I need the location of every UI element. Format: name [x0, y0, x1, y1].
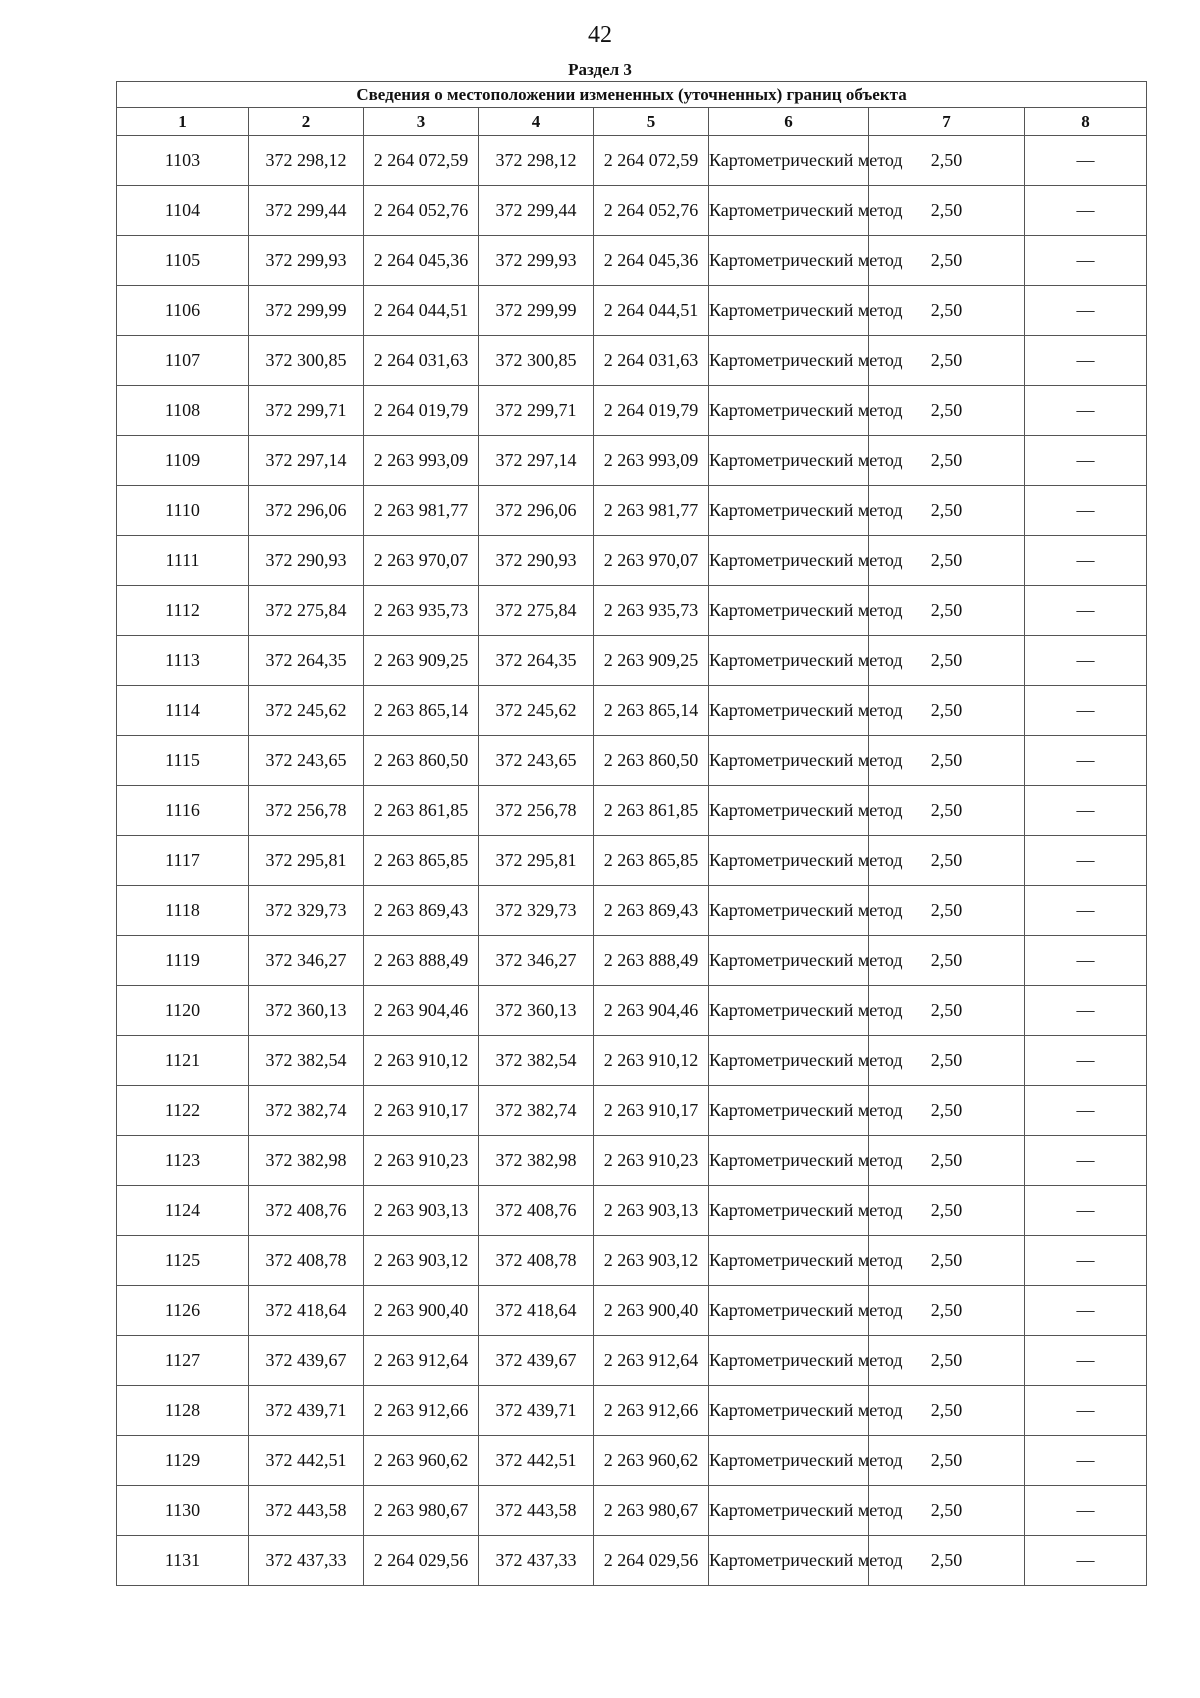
note-cell: —: [1025, 886, 1147, 936]
refined-y-cell: 2 263 903,13: [594, 1186, 709, 1236]
method-cell: Картометрический метод: [709, 336, 869, 386]
existing-y-cell: 2 263 993,09: [364, 436, 479, 486]
existing-y-cell: 2 263 935,73: [364, 586, 479, 636]
existing-x-cell: 372 290,93: [249, 536, 364, 586]
note-cell: —: [1025, 1536, 1147, 1586]
table-row: [117, 786, 1147, 836]
refined-x-cell: 372 295,81: [479, 836, 594, 886]
point-number-cell: 1105: [117, 236, 249, 286]
accuracy-cell: 2,50: [869, 1436, 1025, 1486]
point-number-cell: 1104: [117, 186, 249, 236]
existing-x-cell: 372 418,64: [249, 1286, 364, 1336]
refined-y-cell: 2 263 900,40: [594, 1286, 709, 1336]
note-cell: —: [1025, 536, 1147, 586]
refined-y-cell: 2 264 031,63: [594, 336, 709, 386]
note-cell: —: [1025, 1286, 1147, 1336]
method-cell: Картометрический метод: [709, 1386, 869, 1436]
refined-y-cell: 2 263 993,09: [594, 436, 709, 486]
table-caption: Сведения о местоположении измененных (уточненных) границ объекта: [117, 82, 1147, 108]
refined-x-cell: 372 346,27: [479, 936, 594, 986]
refined-x-cell: 372 408,76: [479, 1186, 594, 1236]
note-cell: —: [1025, 1336, 1147, 1386]
note-cell: —: [1025, 136, 1147, 186]
point-number-cell: 1120: [117, 986, 249, 1036]
column-number: 6: [709, 108, 869, 136]
note-cell: —: [1025, 736, 1147, 786]
existing-y-cell: 2 263 903,13: [364, 1186, 479, 1236]
method-cell: Картометрический метод: [709, 936, 869, 986]
existing-y-cell: 2 264 031,63: [364, 336, 479, 386]
table-caption-row: [117, 82, 1147, 108]
method-cell: Картометрический метод: [709, 636, 869, 686]
point-number-cell: 1109: [117, 436, 249, 486]
coordinates-table: [116, 81, 1147, 1586]
refined-y-cell: 2 263 861,85: [594, 786, 709, 836]
method-cell: Картометрический метод: [709, 186, 869, 236]
existing-y-cell: 2 263 910,12: [364, 1036, 479, 1086]
existing-x-cell: 372 442,51: [249, 1436, 364, 1486]
refined-x-cell: 372 418,64: [479, 1286, 594, 1336]
existing-y-cell: 2 263 912,64: [364, 1336, 479, 1386]
refined-x-cell: 372 360,13: [479, 986, 594, 1036]
existing-y-cell: 2 263 912,66: [364, 1386, 479, 1436]
existing-y-cell: 2 263 903,12: [364, 1236, 479, 1286]
point-number-cell: 1108: [117, 386, 249, 436]
existing-x-cell: 372 299,93: [249, 236, 364, 286]
refined-x-cell: 372 439,67: [479, 1336, 594, 1386]
accuracy-cell: 2,50: [869, 836, 1025, 886]
existing-y-cell: 2 263 865,85: [364, 836, 479, 886]
existing-x-cell: 372 295,81: [249, 836, 364, 886]
refined-y-cell: 2 263 935,73: [594, 586, 709, 636]
refined-x-cell: 372 297,14: [479, 436, 594, 486]
accuracy-cell: 2,50: [869, 436, 1025, 486]
refined-y-cell: 2 264 072,59: [594, 136, 709, 186]
column-number: 4: [479, 108, 594, 136]
refined-y-cell: 2 263 910,17: [594, 1086, 709, 1136]
table-row: [117, 1036, 1147, 1086]
note-cell: —: [1025, 486, 1147, 536]
refined-y-cell: 2 263 865,14: [594, 686, 709, 736]
existing-y-cell: 2 263 980,67: [364, 1486, 479, 1536]
refined-x-cell: 372 256,78: [479, 786, 594, 836]
refined-x-cell: 372 299,99: [479, 286, 594, 336]
note-cell: —: [1025, 636, 1147, 686]
note-cell: —: [1025, 1186, 1147, 1236]
point-number-cell: 1111: [117, 536, 249, 586]
note-cell: —: [1025, 286, 1147, 336]
table-row: [117, 686, 1147, 736]
existing-x-cell: 372 408,76: [249, 1186, 364, 1236]
accuracy-cell: 2,50: [869, 636, 1025, 686]
refined-x-cell: 372 442,51: [479, 1436, 594, 1486]
note-cell: —: [1025, 936, 1147, 986]
method-cell: Картометрический метод: [709, 1336, 869, 1386]
table-row: [117, 386, 1147, 436]
accuracy-cell: 2,50: [869, 1486, 1025, 1536]
column-number: 2: [249, 108, 364, 136]
refined-y-cell: 2 263 904,46: [594, 986, 709, 1036]
refined-y-cell: 2 263 865,85: [594, 836, 709, 886]
existing-x-cell: 372 360,13: [249, 986, 364, 1036]
accuracy-cell: 2,50: [869, 1386, 1025, 1436]
existing-x-cell: 372 443,58: [249, 1486, 364, 1536]
existing-y-cell: 2 263 869,43: [364, 886, 479, 936]
accuracy-cell: 2,50: [869, 186, 1025, 236]
refined-x-cell: 372 264,35: [479, 636, 594, 686]
refined-y-cell: 2 263 888,49: [594, 936, 709, 986]
refined-x-cell: 372 299,44: [479, 186, 594, 236]
existing-x-cell: 372 264,35: [249, 636, 364, 686]
method-cell: Картометрический метод: [709, 1536, 869, 1586]
accuracy-cell: 2,50: [869, 1036, 1025, 1086]
table-row: [117, 136, 1147, 186]
existing-x-cell: 372 275,84: [249, 586, 364, 636]
method-cell: Картометрический метод: [709, 386, 869, 436]
refined-y-cell: 2 263 910,23: [594, 1136, 709, 1186]
method-cell: Картометрический метод: [709, 1136, 869, 1186]
existing-x-cell: 372 243,65: [249, 736, 364, 786]
note-cell: —: [1025, 586, 1147, 636]
column-number: 8: [1025, 108, 1147, 136]
note-cell: —: [1025, 1136, 1147, 1186]
table-row: [117, 886, 1147, 936]
refined-y-cell: 2 263 980,67: [594, 1486, 709, 1536]
refined-x-cell: 372 300,85: [479, 336, 594, 386]
method-cell: Картометрический метод: [709, 536, 869, 586]
existing-y-cell: 2 264 029,56: [364, 1536, 479, 1586]
accuracy-cell: 2,50: [869, 536, 1025, 586]
existing-x-cell: 372 245,62: [249, 686, 364, 736]
method-cell: Картометрический метод: [709, 136, 869, 186]
note-cell: —: [1025, 986, 1147, 1036]
note-cell: —: [1025, 186, 1147, 236]
refined-x-cell: 372 408,78: [479, 1236, 594, 1286]
refined-x-cell: 372 243,65: [479, 736, 594, 786]
table-row: [117, 636, 1147, 686]
existing-y-cell: 2 263 970,07: [364, 536, 479, 586]
existing-y-cell: 2 263 861,85: [364, 786, 479, 836]
existing-x-cell: 372 382,54: [249, 1036, 364, 1086]
method-cell: Картометрический метод: [709, 886, 869, 936]
table-row: [117, 486, 1147, 536]
note-cell: —: [1025, 386, 1147, 436]
refined-x-cell: 372 329,73: [479, 886, 594, 936]
refined-x-cell: 372 296,06: [479, 486, 594, 536]
table-row: [117, 1386, 1147, 1436]
note-cell: —: [1025, 1086, 1147, 1136]
table-row: [117, 436, 1147, 486]
accuracy-cell: 2,50: [869, 1136, 1025, 1186]
existing-y-cell: 2 264 052,76: [364, 186, 479, 236]
refined-x-cell: 372 299,93: [479, 236, 594, 286]
point-number-cell: 1103: [117, 136, 249, 186]
point-number-cell: 1113: [117, 636, 249, 686]
accuracy-cell: 2,50: [869, 886, 1025, 936]
accuracy-cell: 2,50: [869, 736, 1025, 786]
refined-x-cell: 372 298,12: [479, 136, 594, 186]
refined-x-cell: 372 290,93: [479, 536, 594, 586]
table-row: [117, 536, 1147, 586]
accuracy-cell: 2,50: [869, 1086, 1025, 1136]
refined-y-cell: 2 264 045,36: [594, 236, 709, 286]
accuracy-cell: 2,50: [869, 286, 1025, 336]
accuracy-cell: 2,50: [869, 686, 1025, 736]
refined-y-cell: 2 264 044,51: [594, 286, 709, 336]
existing-x-cell: 372 439,71: [249, 1386, 364, 1436]
note-cell: —: [1025, 1436, 1147, 1486]
column-number-row: [117, 108, 1147, 136]
column-number: 1: [117, 108, 249, 136]
refined-y-cell: 2 263 981,77: [594, 486, 709, 536]
table-row: [117, 236, 1147, 286]
existing-x-cell: 372 256,78: [249, 786, 364, 836]
existing-y-cell: 2 263 904,46: [364, 986, 479, 1036]
existing-x-cell: 372 297,14: [249, 436, 364, 486]
accuracy-cell: 2,50: [869, 136, 1025, 186]
table-row: [117, 1086, 1147, 1136]
accuracy-cell: 2,50: [869, 1186, 1025, 1236]
table-row: [117, 1436, 1147, 1486]
point-number-cell: 1125: [117, 1236, 249, 1286]
table-row: [117, 1236, 1147, 1286]
point-number-cell: 1131: [117, 1536, 249, 1586]
existing-y-cell: 2 263 900,40: [364, 1286, 479, 1336]
existing-x-cell: 372 437,33: [249, 1536, 364, 1586]
table-row: [117, 1286, 1147, 1336]
table-row: [117, 736, 1147, 786]
refined-x-cell: 372 439,71: [479, 1386, 594, 1436]
section-title: Раздел 3: [568, 60, 632, 79]
existing-y-cell: 2 263 910,17: [364, 1086, 479, 1136]
point-number-cell: 1112: [117, 586, 249, 636]
accuracy-cell: 2,50: [869, 1286, 1025, 1336]
existing-x-cell: 372 296,06: [249, 486, 364, 536]
accuracy-cell: 2,50: [869, 1536, 1025, 1586]
table-row: [117, 986, 1147, 1036]
accuracy-cell: 2,50: [869, 386, 1025, 436]
existing-x-cell: 372 298,12: [249, 136, 364, 186]
note-cell: —: [1025, 836, 1147, 886]
table-row: [117, 1136, 1147, 1186]
method-cell: Картометрический метод: [709, 786, 869, 836]
accuracy-cell: 2,50: [869, 486, 1025, 536]
note-cell: —: [1025, 1036, 1147, 1086]
point-number-cell: 1115: [117, 736, 249, 786]
method-cell: Картометрический метод: [709, 686, 869, 736]
table-body: [117, 136, 1147, 1586]
existing-y-cell: 2 263 910,23: [364, 1136, 479, 1186]
refined-x-cell: 372 443,58: [479, 1486, 594, 1536]
refined-y-cell: 2 263 910,12: [594, 1036, 709, 1086]
existing-x-cell: 372 299,71: [249, 386, 364, 436]
page-number: 42: [588, 22, 612, 48]
refined-y-cell: 2 264 052,76: [594, 186, 709, 236]
existing-y-cell: 2 264 045,36: [364, 236, 479, 286]
note-cell: —: [1025, 1236, 1147, 1286]
accuracy-cell: 2,50: [869, 986, 1025, 1036]
table-row: [117, 1536, 1147, 1586]
point-number-cell: 1114: [117, 686, 249, 736]
existing-y-cell: 2 263 860,50: [364, 736, 479, 786]
refined-x-cell: 372 245,62: [479, 686, 594, 736]
point-number-cell: 1107: [117, 336, 249, 386]
method-cell: Картометрический метод: [709, 1286, 869, 1336]
accuracy-cell: 2,50: [869, 1236, 1025, 1286]
existing-y-cell: 2 263 865,14: [364, 686, 479, 736]
point-number-cell: 1116: [117, 786, 249, 836]
column-number: 5: [594, 108, 709, 136]
existing-x-cell: 372 329,73: [249, 886, 364, 936]
table-row: [117, 186, 1147, 236]
method-cell: Картометрический метод: [709, 1036, 869, 1086]
existing-y-cell: 2 264 044,51: [364, 286, 479, 336]
table-row: [117, 586, 1147, 636]
point-number-cell: 1117: [117, 836, 249, 886]
refined-y-cell: 2 264 019,79: [594, 386, 709, 436]
column-number: 7: [869, 108, 1025, 136]
method-cell: Картометрический метод: [709, 986, 869, 1036]
method-cell: Картометрический метод: [709, 836, 869, 886]
note-cell: —: [1025, 786, 1147, 836]
refined-x-cell: 372 382,98: [479, 1136, 594, 1186]
accuracy-cell: 2,50: [869, 586, 1025, 636]
accuracy-cell: 2,50: [869, 936, 1025, 986]
refined-y-cell: 2 263 912,66: [594, 1386, 709, 1436]
table-row: [117, 936, 1147, 986]
note-cell: —: [1025, 236, 1147, 286]
method-cell: Картометрический метод: [709, 586, 869, 636]
existing-y-cell: 2 263 909,25: [364, 636, 479, 686]
refined-y-cell: 2 263 912,64: [594, 1336, 709, 1386]
refined-y-cell: 2 263 860,50: [594, 736, 709, 786]
method-cell: Картометрический метод: [709, 736, 869, 786]
refined-y-cell: 2 263 970,07: [594, 536, 709, 586]
refined-x-cell: 372 437,33: [479, 1536, 594, 1586]
refined-x-cell: 372 275,84: [479, 586, 594, 636]
table-row: [117, 286, 1147, 336]
point-number-cell: 1106: [117, 286, 249, 336]
existing-x-cell: 372 408,78: [249, 1236, 364, 1286]
table-row: [117, 836, 1147, 886]
existing-x-cell: 372 300,85: [249, 336, 364, 386]
refined-y-cell: 2 263 909,25: [594, 636, 709, 686]
point-number-cell: 1123: [117, 1136, 249, 1186]
accuracy-cell: 2,50: [869, 1336, 1025, 1386]
existing-x-cell: 372 382,98: [249, 1136, 364, 1186]
note-cell: —: [1025, 1486, 1147, 1536]
method-cell: Картометрический метод: [709, 1436, 869, 1486]
refined-y-cell: 2 263 960,62: [594, 1436, 709, 1486]
point-number-cell: 1121: [117, 1036, 249, 1086]
refined-x-cell: 372 382,74: [479, 1086, 594, 1136]
table-row: [117, 1486, 1147, 1536]
existing-x-cell: 372 439,67: [249, 1336, 364, 1386]
existing-x-cell: 372 299,99: [249, 286, 364, 336]
point-number-cell: 1126: [117, 1286, 249, 1336]
point-number-cell: 1128: [117, 1386, 249, 1436]
accuracy-cell: 2,50: [869, 786, 1025, 836]
table-row: [117, 336, 1147, 386]
refined-x-cell: 372 382,54: [479, 1036, 594, 1086]
refined-y-cell: 2 264 029,56: [594, 1536, 709, 1586]
note-cell: —: [1025, 336, 1147, 386]
existing-x-cell: 372 346,27: [249, 936, 364, 986]
point-number-cell: 1130: [117, 1486, 249, 1536]
existing-y-cell: 2 263 888,49: [364, 936, 479, 986]
existing-x-cell: 372 382,74: [249, 1086, 364, 1136]
note-cell: —: [1025, 436, 1147, 486]
refined-y-cell: 2 263 903,12: [594, 1236, 709, 1286]
point-number-cell: 1127: [117, 1336, 249, 1386]
table-row: [117, 1186, 1147, 1236]
note-cell: —: [1025, 1386, 1147, 1436]
point-number-cell: 1122: [117, 1086, 249, 1136]
existing-y-cell: 2 263 981,77: [364, 486, 479, 536]
method-cell: Картометрический метод: [709, 1236, 869, 1286]
existing-y-cell: 2 264 019,79: [364, 386, 479, 436]
existing-y-cell: 2 263 960,62: [364, 1436, 479, 1486]
point-number-cell: 1119: [117, 936, 249, 986]
refined-y-cell: 2 263 869,43: [594, 886, 709, 936]
method-cell: Картометрический метод: [709, 236, 869, 286]
point-number-cell: 1118: [117, 886, 249, 936]
method-cell: Картометрический метод: [709, 1186, 869, 1236]
method-cell: Картометрический метод: [709, 1086, 869, 1136]
note-cell: —: [1025, 686, 1147, 736]
method-cell: Картометрический метод: [709, 286, 869, 336]
existing-x-cell: 372 299,44: [249, 186, 364, 236]
point-number-cell: 1129: [117, 1436, 249, 1486]
method-cell: Картометрический метод: [709, 1486, 869, 1536]
point-number-cell: 1124: [117, 1186, 249, 1236]
method-cell: Картометрический метод: [709, 486, 869, 536]
accuracy-cell: 2,50: [869, 336, 1025, 386]
refined-x-cell: 372 299,71: [479, 386, 594, 436]
column-number: 3: [364, 108, 479, 136]
existing-y-cell: 2 264 072,59: [364, 136, 479, 186]
point-number-cell: 1110: [117, 486, 249, 536]
table-row: [117, 1336, 1147, 1386]
accuracy-cell: 2,50: [869, 236, 1025, 286]
method-cell: Картометрический метод: [709, 436, 869, 486]
